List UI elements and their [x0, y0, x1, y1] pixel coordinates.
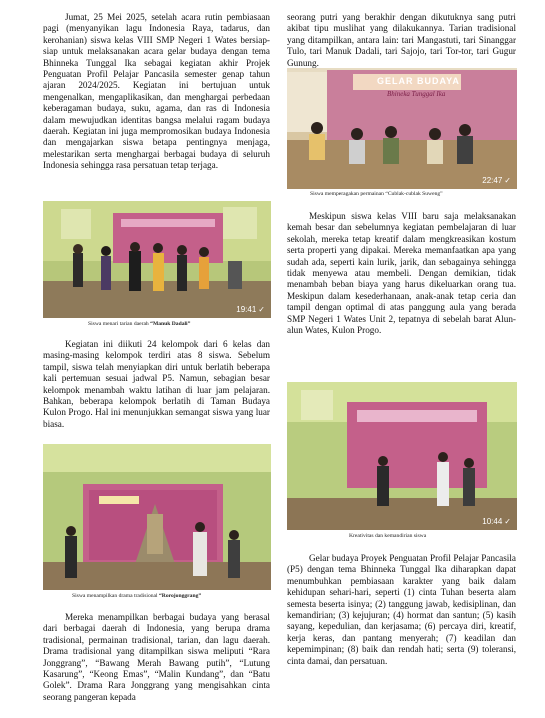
dances-paragraph: seorang putri yang berakhir dengan dikutuknya sang putri akibat tipu muslihat yang dilakukannya. Tarian tradisional yang ditampilkan, antara lain: tari Mangastuti, tari Sinanggar Tulo, tari Manuk Dadali, tari Sajojo, tari Tor-tor, tari Gugur Gunung. [287, 12, 516, 68]
banner-title: GELAR BUDAYA [377, 76, 460, 86]
photo-timestamp: 10:44 ✓ [482, 517, 511, 526]
photo-cublak-suweng [287, 68, 517, 189]
banner-subtitle: Bhineka Tunggal Ika [387, 90, 446, 98]
right-paragraph-2 [287, 211, 516, 336]
groups-paragraph: Kegiatan ini diikuti 24 kelompok dari 6 kelas dan masing-masing kelompok terdiri atas 8 siswa. Sebelum tampil, siswa telah menyiapkan diri untuk berlatih beberapa kali pertemuan sesuai jadwal P5. Namun, sebagian besar kelompok menambah waktu latihan di luar jam pelajaran. Bahkan, beberapa kelompok berlatih di Taman Budaya Kulon Progo. Hal ini menunjukkan semangat siswa yang luar biasa. [43, 339, 270, 429]
caption-drama: Siswa menampilkan drama tradisional “Rorojonggrang” [72, 593, 202, 599]
left-paragraph-2 [43, 339, 270, 430]
intro-paragraph: Jumat, 25 Mei 2025, setelah acara rutin pembiasaan pagi (menyanyikan lagu Indonesia Raya, tadarus, dan kerohanian) siswa kelas VIII SMP Negeri 1 Wates bersiap-siap untuk melaksanakan acara gelar budaya dengan tema Bhinneka Tunggal Ika sebagai kegiatan akhir Projek Penguatan Profil Pelajar Pancasila semester genap tahun ajaran 2024/2025. Kegiatan ini bertujuan untuk mengenalkan, mengaplikasikan, dan menghargai perbedaan keberagaman budaya, suku, agama, dan ras di Indonesia dalam mewujudkan identitas bangsa melalui ragam budaya daerah. Kegiatan ini juga mempromosikan budaya Indonesia dan mengajarkan siswa betapa pentingnya menjaga, melestarikan serta menghargai berbagai budaya di seluruh Indonesia sehingga rasa persatuan tetap terjaga. [43, 12, 270, 171]
photo-drama-rorojonggrang [43, 444, 271, 590]
caption-creativity: Kreativitas dan kemandirian siswa [349, 533, 427, 539]
photo-timestamp: 19:41 ✓ [236, 305, 265, 314]
performances-paragraph: Mereka menampilkan berbagai budaya yang berasal dari berbagai daerah di Indonesia, yang berupa drama tradisional, permainan tradisional, tarian, dan lagu daerah. Drama tradisional yang ditampilkan siswa meliputi “Rara Jonggrang”, “Bawang Merah Bawang putih”, “Lutung Kasarung”, “Keong Emas”, “Malin Kundang”, dan “Batu Golek”. Drama Rara Jonggrang yang mengisahkan cinta seorang pangeran kepada [43, 612, 270, 702]
right-paragraph-3 [287, 553, 516, 667]
caption-game: Siswa memperagakan permainan “Cublak-cublak Suweng” [310, 191, 443, 197]
photo-timestamp: 22:47 ✓ [482, 176, 511, 185]
photo-creativity [287, 382, 517, 530]
creativity-paragraph: Meskipun siswa kelas VIII baru saja melaksanakan kemah besar dan sebelumnya kegiatan pembelajaran di luar sekolah, mereka tetap kreatif dalam mengkreasikan kostum serta properti yang dipakai. Mereka memanfaatkan apa yang sudah ada, seperti kain lurik, jarik, dan sebagainya sehingga tidak menyewa atau membeli. Dengan demikian, tidak menambah beban biaya yang harus dikeluarkan orang tua. Meskipun dalam kesederhanaan, anak-anak tetap ceria dan tampil dengan optimal di atas panggung aula yang berada SMP Negeri 1 Wates Unit 2, tepatnya di sebelah barat Alun-alun Wates, Kulon Progo. [287, 211, 516, 336]
left-paragraph-3 [43, 612, 270, 703]
character-paragraph: Gelar budaya Proyek Penguatan Profil Pelajar Pancasila (P5) dengan tema Bhinneka Tunggal Ika diharapkan dapat menumbuhkan pembiasaan karakter yang baik dalam kehidupan sehari-hari, seperti (1) cinta Tuhan beserta alam semesta beserta isinya; (2) tanggung jawab, kedisiplinan, dan kemandirian; (3) kejujuran; (4) hormat dan santun; (5) kasih sayang, kepedulian, dan kerjasama; (6) percaya diri, kreatif, kerja keras, dan pantang menyerah; (7) keadilan dan kepemimpinan; (8) baik dan rendah hati; serta (9) toleransi, cinta damai, dan persatuan. [287, 553, 516, 666]
caption-dance: Siswa menari tarian daerah “Manuk Dadali” [88, 321, 191, 327]
left-paragraph-1 [43, 12, 270, 172]
right-paragraph-1 [287, 12, 516, 69]
photo-dance-manuk-dadali [43, 201, 271, 318]
